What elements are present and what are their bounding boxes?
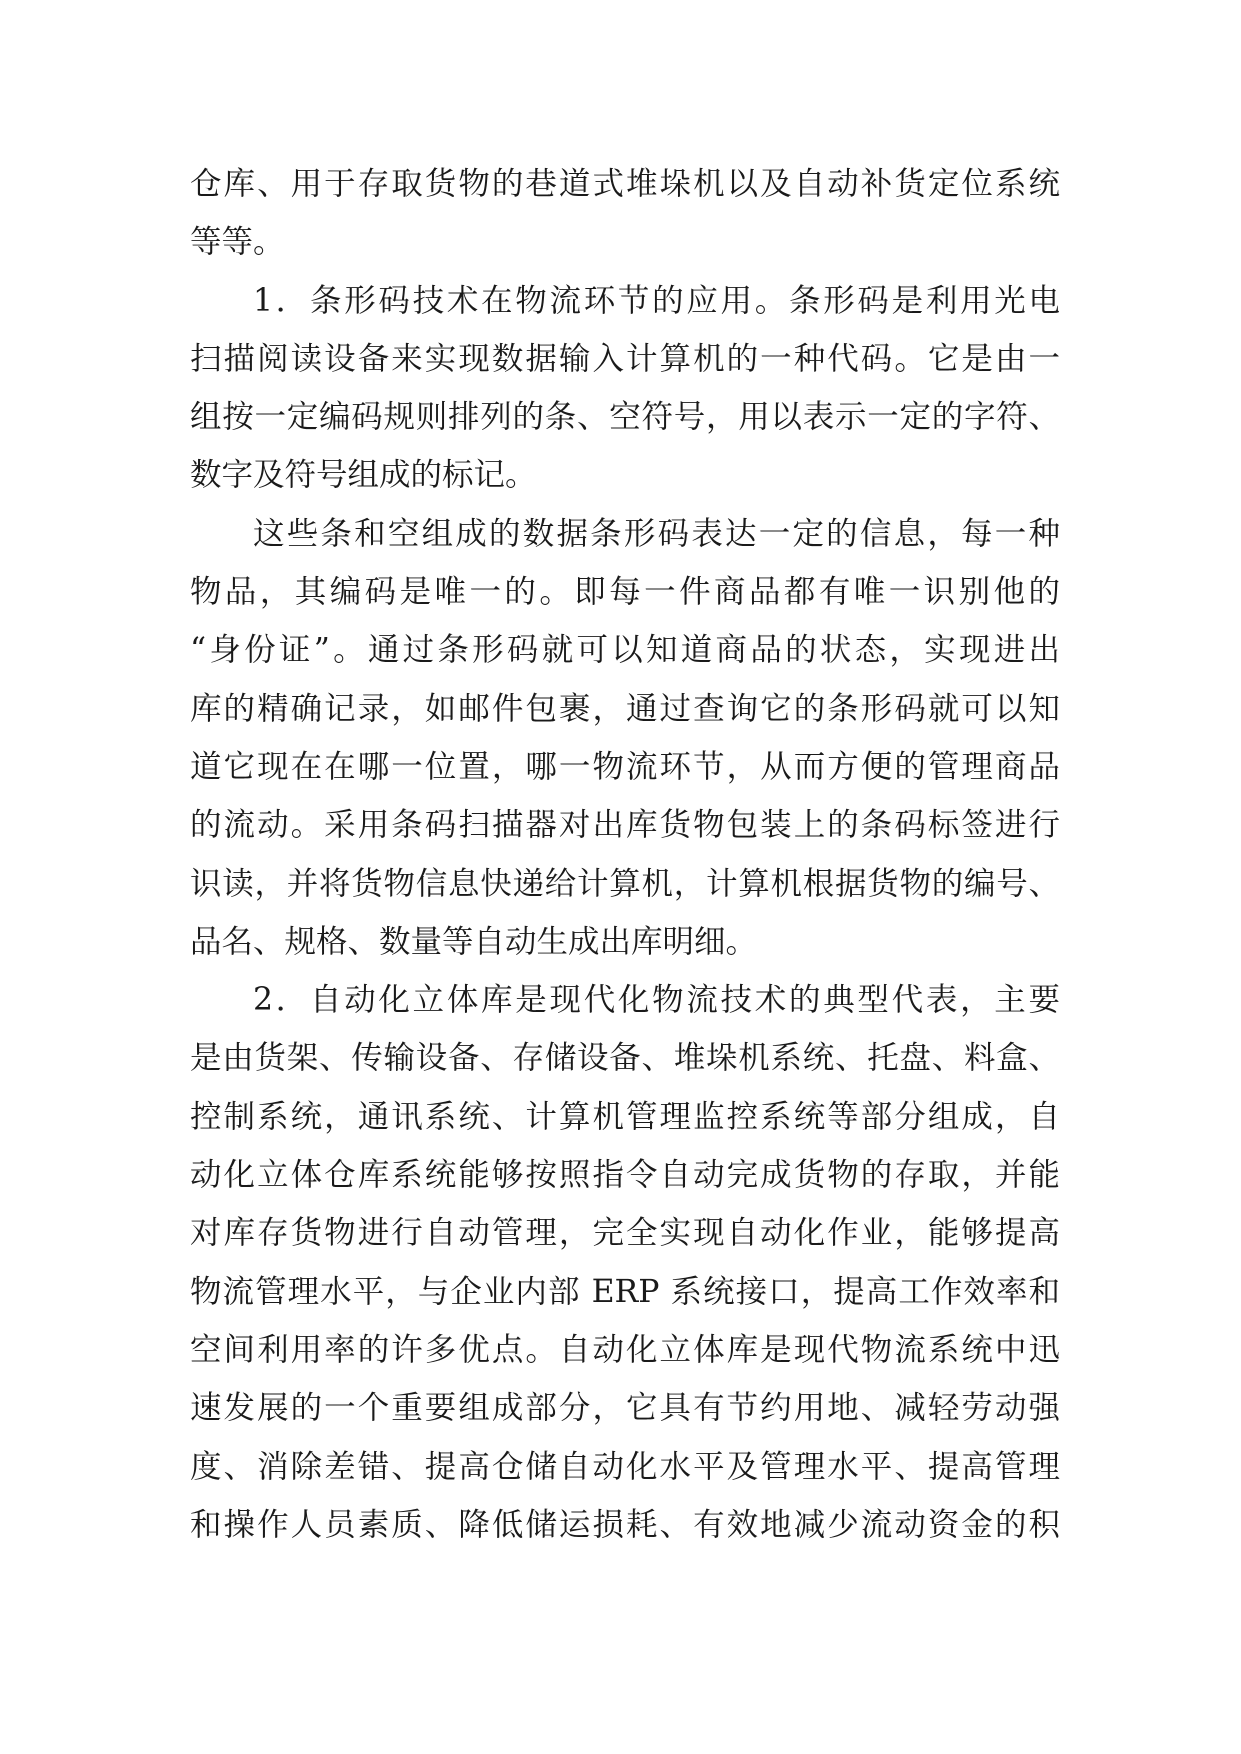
text-line: 度、消除差错、提高仓储自动化水平及管理水平、提高管理	[190, 1448, 1060, 1485]
text-line: 物流管理水平，与企业内部 ERP 系统接口，提高工作效率和	[190, 1273, 1060, 1310]
text-line: 数字及符号组成的标记。	[190, 457, 537, 494]
text-line: 物品，其编码是唯一的。即每一件商品都有唯一识别他的	[190, 574, 1060, 611]
text-line: 1．条形码技术在物流环节的应用。条形码是利用光电	[253, 282, 1060, 319]
text-line: 空间利用率的许多优点。自动化立体库是现代物流系统中迅	[190, 1331, 1060, 1368]
text-line: 对库存货物进行自动管理，完全实现自动化作业，能够提高	[190, 1215, 1060, 1252]
text-line: 品名、规格、数量等自动生成出库明细。	[190, 923, 758, 960]
text-line: 2．自动化立体库是现代化物流技术的典型代表，主要	[253, 982, 1060, 1019]
text-line: 识读，并将货物信息快递给计算机，计算机根据货物的编号、	[190, 865, 1060, 902]
text-line: 速发展的一个重要组成部分，它具有节约用地、减轻劳动强	[190, 1390, 1060, 1427]
text-line: 控制系统，通讯系统、计算机管理监控系统等部分组成，自	[190, 1098, 1060, 1135]
text-line: 这些条和空组成的数据条形码表达一定的信息，每一种	[253, 515, 1060, 552]
text-line: 动化立体仓库系统能够按照指令自动完成货物的存取，并能	[190, 1157, 1060, 1194]
text-line: “身份证”。通过条形码就可以知道商品的状态，实现进出	[190, 632, 1060, 669]
text-line: 等等。	[190, 224, 285, 261]
text-line: 的流动。采用条码扫描器对出库货物包装上的条码标签进行	[190, 807, 1060, 844]
text-line: 库的精确记录，如邮件包裹，通过查询它的条形码就可以知	[190, 690, 1060, 727]
body-text	[190, 155, 1060, 1554]
text-line: 扫描阅读设备来实现数据输入计算机的一种代码。它是由一	[190, 340, 1060, 377]
text-line: 道它现在在哪一位置，哪一物流环节，从而方便的管理商品	[190, 748, 1060, 785]
text-line: 和操作人员素质、降低储运损耗、有效地减少流动资金的积	[190, 1506, 1060, 1543]
text-line: 仓库、用于存取货物的巷道式堆垛机以及自动补货定位系统	[190, 166, 1060, 202]
text-line: 是由货架、传输设备、存储设备、堆垛机系统、托盘、料盒、	[190, 1040, 1060, 1077]
text-line: 组按一定编码规则排列的条、空符号，用以表示一定的字符、	[190, 399, 1060, 436]
